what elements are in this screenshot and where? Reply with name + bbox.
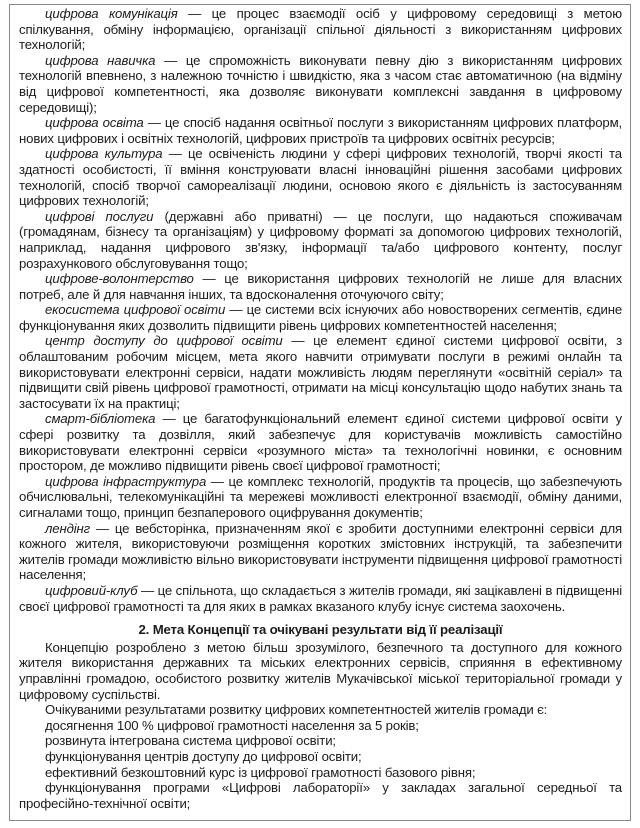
document-body [10, 5, 630, 811]
definition-term: цифрова інфраструктура [45, 473, 207, 489]
definition-text: (державні або приватні) — це послуги, що надаються споживачам (громадянам, бізнесу та організаціям) у цифровому форматі за допомогою цифрових технологій, наприклад, надання цифрового зв'язку, інформації та/або цифрового контенту, послуг розрахункового обслуговування тощо; [19, 208, 623, 271]
result-item: розвинута інтегрована система цифрової освіти; [45, 733, 336, 749]
definition-term: цифрове-волонтерство [45, 271, 194, 287]
definition-paragraph [19, 302, 622, 333]
definition-text: — це комплекс технологій, продуктів та процесів, що забезпечують обчислювальні, телекомунікаційні та мережеві можливості електронної взаємодії, обміну даними, сигналами тощо, принцип безпаперового оцифрування документів; [19, 473, 622, 520]
definition-term: цифрові послуги [45, 208, 154, 224]
result-item: ефективний безкоштовний курс із цифрової грамотності базового рівня; [45, 764, 476, 780]
definition-term: цифрова навичка [45, 52, 156, 68]
definition-paragraph [19, 583, 622, 614]
definition-paragraph [19, 115, 622, 146]
definition-text: — це багатофункціональний елемент єдиної системи цифрової освіти у сфері розвитку та дозвілля, який забезпечує для користувачів можливість самостійно використовувати електронні сервіси «розумного міста» та технологічні новинки, є основним простором, де можливо підвищити рівень своєї цифрової грамотності; [19, 411, 622, 474]
definition-text: — це елемент єдиної системи цифрової освіти, з облаштованим робочим місцем, мета якого навчити отримувати послуги в режимі онлайн та використовувати електронні сервіси, надати можливість людям переглянути «освітній серіал» та підвищити свій рівень цифрової грамотності, отримати на місці консультацію щодо набутих знань та застосувати їх на практиці; [19, 333, 622, 411]
result-item: досягнення 100 % цифрової грамотності населення за 5 років; [45, 717, 419, 733]
section-heading: 2. Мета Концепції та очікувані результати від її реалізації [138, 622, 503, 638]
definition-paragraph [19, 474, 622, 521]
definition-paragraph [19, 53, 622, 115]
definition-term: смарт-бібліотека [45, 411, 156, 427]
definition-text: — це процес взаємодії осіб у цифровому середовищі з метою спілкування, обміну інформацією, організації спільної діяльності з використанням цифрових технологій; [19, 6, 622, 53]
definition-term: цифрова освіта [45, 115, 144, 131]
definition-paragraph [19, 6, 622, 53]
definition-text: — це освіченість людини у сфері цифрових технологій, творчі якості та здатності особистості, її вміння конструювати власні інноваційні рішення засобами цифрових технологій, спосіб творчої самореалізації людини, основою якого є діяльність із застосуванням цифрових технологій; [19, 146, 622, 209]
definition-term: цифровий-клуб [45, 582, 138, 598]
definition-text: — це системи всіх існуючих або новостворених сегментів, єдине функціонування яких дозволить підвищити рівень цифрових компетентностей населення; [19, 302, 623, 333]
definition-term: цифрова культура [45, 146, 163, 162]
definition-paragraph [19, 209, 622, 271]
definition-paragraph [19, 521, 622, 583]
definition-text: — це вебсторінка, призначенням якої є зробити доступними електронні сервіси для кожного жителя, використовуючи розміщення коротких змістовних інструкцій, та забезпечити жителів громади можливістю вільно використовувати інструменти підвищення цифрової грамотності населення; [19, 520, 622, 583]
definition-text: — це спосіб надання освітньої послуги з використанням цифрових платформ, нових цифрових і освітніх технологій, цифрових пристроїв та цифрових освітніх ресурсів; [19, 115, 623, 146]
section-intro: Концепцію розроблено з метою більш зрозумілого, безпечного та доступного для кожного жителя використання державних та міських електронних сервісів, сприяння в ефективному управлінні громадою, особистого розвитку жителів Мукачівської міської територіальної громади у цифровому суспільстві. [19, 639, 622, 702]
definition-term: лендінг [45, 520, 90, 536]
definition-paragraph [19, 146, 622, 208]
definition-text: — це використання цифрових технологій не лише для власних потреб, але й для навчання інших, та вдосконалення оточуючого світу; [19, 271, 622, 302]
result-item: функціонування програми «Цифрові лабораторії» у закладах загальної середньої та професійно-технічної освіти; [19, 780, 622, 811]
definition-text: — це спільнота, що складається з жителів громади, які зацікавлені в підвищенні своєї цифрової грамотності та для яких в рамках вказаного клубу існує система заохочень. [19, 582, 622, 614]
definition-term: цифрова комунікація [45, 6, 178, 21]
definition-term: центр доступу до цифрової освіти [45, 333, 283, 349]
definition-text: — це спроможність виконувати певну дію з використанням цифрових технологій впевнено, з належною точністю і швидкістю, яка з часом стає автоматичною (на відміну від цифрової компетентності, яка дозволяє виконувати комплексні завдання в цифровому середовищі); [19, 52, 622, 115]
document-page [9, 4, 631, 821]
definition-term: екосистема цифрової освіти [45, 302, 226, 318]
results-lead: Очікуваними результатами розвитку цифрових компетентностей жителів громади є: [45, 702, 548, 718]
result-item: функціонування центрів доступу до цифрової освіти; [45, 748, 362, 764]
definition-paragraph [19, 271, 622, 302]
definition-paragraph [19, 411, 622, 473]
definition-paragraph [19, 333, 622, 411]
